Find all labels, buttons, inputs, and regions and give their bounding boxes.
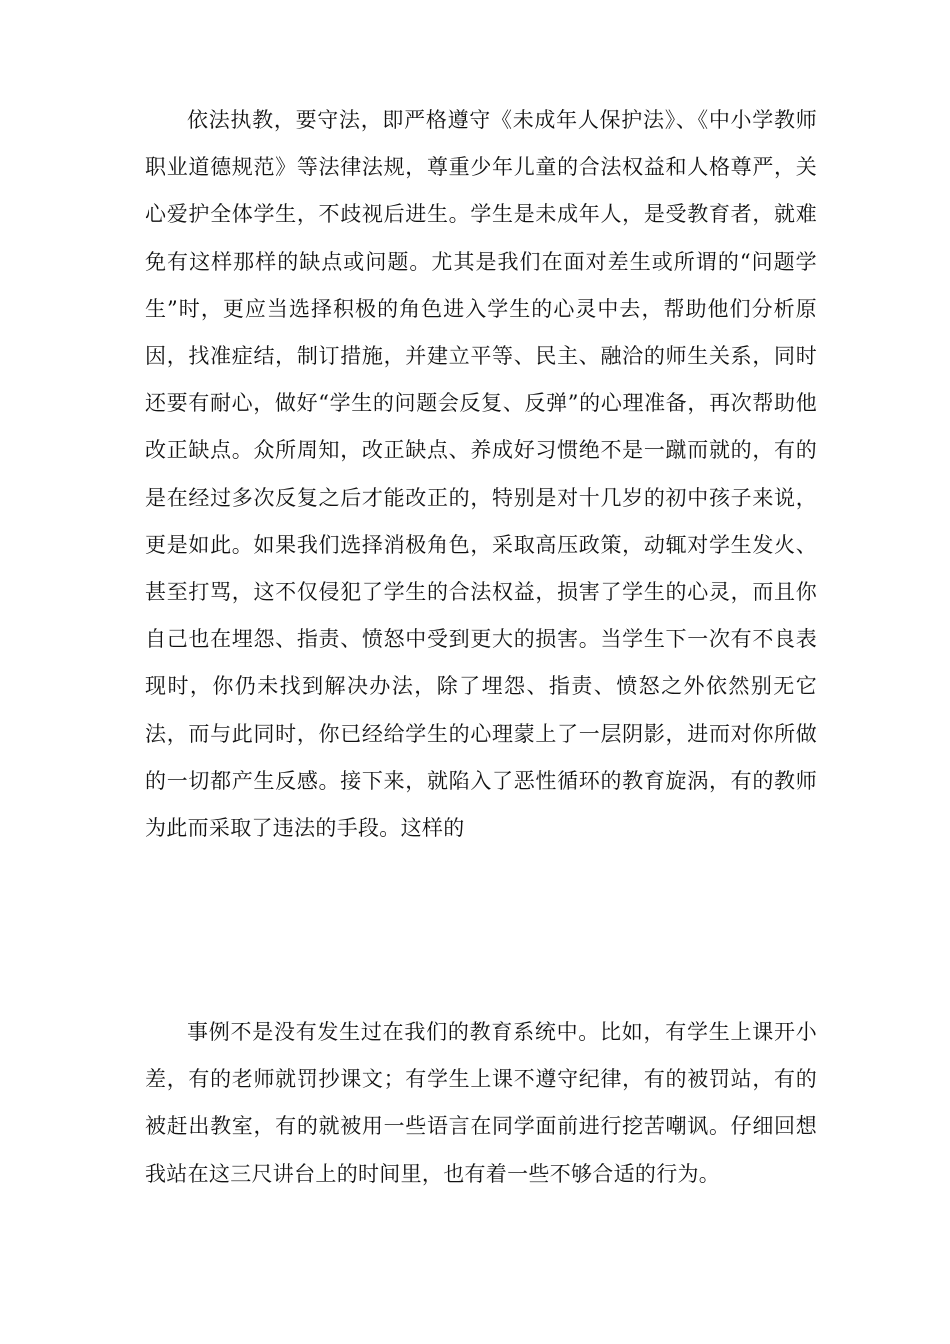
body-paragraph-1: 依法执教，要守法，即严格遵守《未成年人保护法》、《中小学教师职业道德规范》等法律法规，尊重少年儿童的合法权益和人格尊严，关心爱护全体学生，不歧视后进生。学生是未成年人，是受教育者，就难免有这样那样的缺点或问题。尤其是我们在面对差生或所谓的“问题学生”时，更应当选择积极的角色进入学生的心灵中去，帮助他们分析原因，找准症结，制订措施，并建立平等、民主、融洽的师生关系，同时还要有耐心，做好“学生的问题会反复、反弹”的心理准备，再次帮助他改正缺点。众所周知，改正缺点、养成好习惯绝不是一蹴而就的，有的是在经过多次反复之后才能改正的，特别是对十几岁的初中孩子来说，更是如此。如果我们选择消极角色，采取高压政策，动辄对学生发火、甚至打骂，这不仅侵犯了学生的合法权益，损害了学生的心灵，而且你自己也在埋怨、指责、愤怒中受到更大的损害。当学生下一次有不良表现时，你仍未找到解决办法，除了埋怨、指责、愤怒之外依然别无它法，而与此同时，你已经给学生的心理蒙上了一层阴影，进而对你所做的一切都产生反感。接下来，就陷入了恶性循环的教育旋涡，有的教师为此而采取了违法的手段。这样的 <box>145 108 817 841</box>
body-paragraph-2: 事例不是没有发生过在我们的教育系统中。比如，有学生上课开小差，有的老师就罚抄课文；有学生上课不遵守纪律，有的被罚站，有的被赶出教室，有的就被用一些语言在同学面前进行挖苦嘲讽。仔细回想我站在这三尺讲台上的时间里，也有着一些不够合适的行为。 <box>145 1020 817 1186</box>
